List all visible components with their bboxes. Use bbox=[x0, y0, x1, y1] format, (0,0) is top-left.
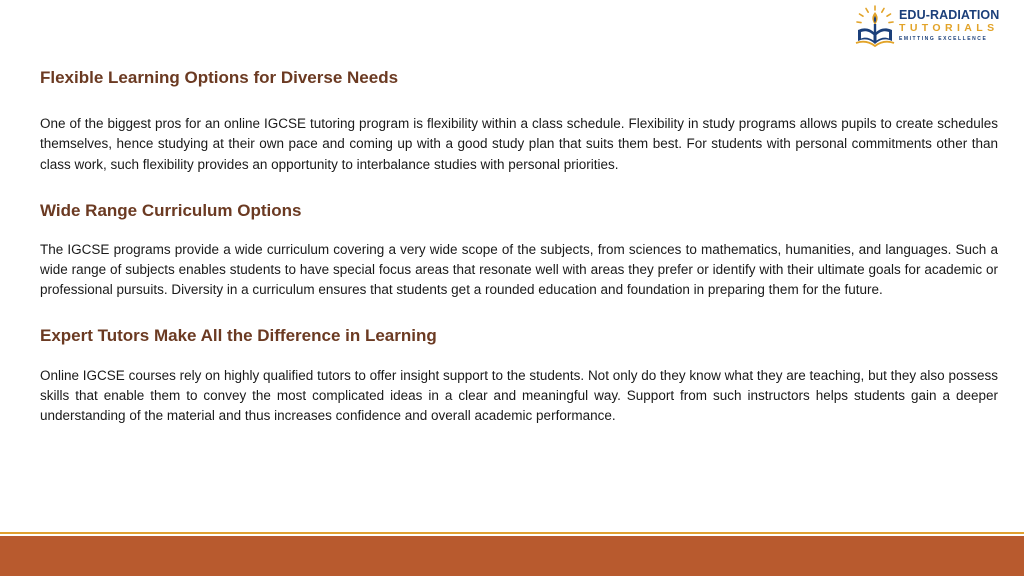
section-curriculum-options bbox=[40, 196, 998, 301]
logo-tagline: EMITTING EXCELLENCE bbox=[899, 36, 988, 42]
section-expert-tutors bbox=[40, 321, 998, 427]
logo-subtitle: TUTORIALS bbox=[899, 22, 999, 34]
section-heading: Flexible Learning Options for Diverse Needs bbox=[40, 68, 399, 87]
logo-title: EDU-RADIATION bbox=[899, 8, 1000, 22]
section-paragraph: The IGCSE programs provide a wide curriculum covering a very wide scope of the subjects, from sciences to mathematics, humanities, and languages. Such a wide range of subjects enables students to have special focus areas that resonate well with areas they prefer or identify with their ultimate goals for academic or professional pursuits. Diversity in a curriculum ensures that students get a rounded education and foundation in preparing them for the future. bbox=[40, 241, 998, 298]
footer-bar bbox=[0, 536, 1024, 576]
section-flexible-learning bbox=[40, 63, 998, 175]
book-torch-icon bbox=[854, 4, 896, 48]
section-paragraph: Online IGCSE courses rely on highly qualified tutors to offer insight support to the students. Not only do they know what they are teaching, but they also possess skills that enable them to convey the most complicated ideas in a clear and meaningful way. Support from such instructors helps students gain a deeper understanding of the material and thus increases confidence and overall academic performance. bbox=[40, 367, 998, 424]
section-paragraph: One of the biggest pros for an online IGCSE tutoring program is flexibility within a class schedule. Flexibility in study programs allows pupils to create schedules themselves, hence studying at their own pace and coming up with a good study plan that suits them best. For students with personal commitments other than class work, such flexibility provides an opportunity to interbalance studies with personal priorities. bbox=[40, 116, 998, 172]
footer-divider bbox=[0, 532, 1024, 534]
slide-content bbox=[40, 62, 998, 427]
section-heading: Expert Tutors Make All the Difference in Learning bbox=[40, 325, 437, 345]
section-heading: Wide Range Curriculum Options bbox=[40, 200, 302, 220]
logo-wordmark bbox=[899, 9, 1009, 43]
brand-logo bbox=[854, 4, 1004, 48]
